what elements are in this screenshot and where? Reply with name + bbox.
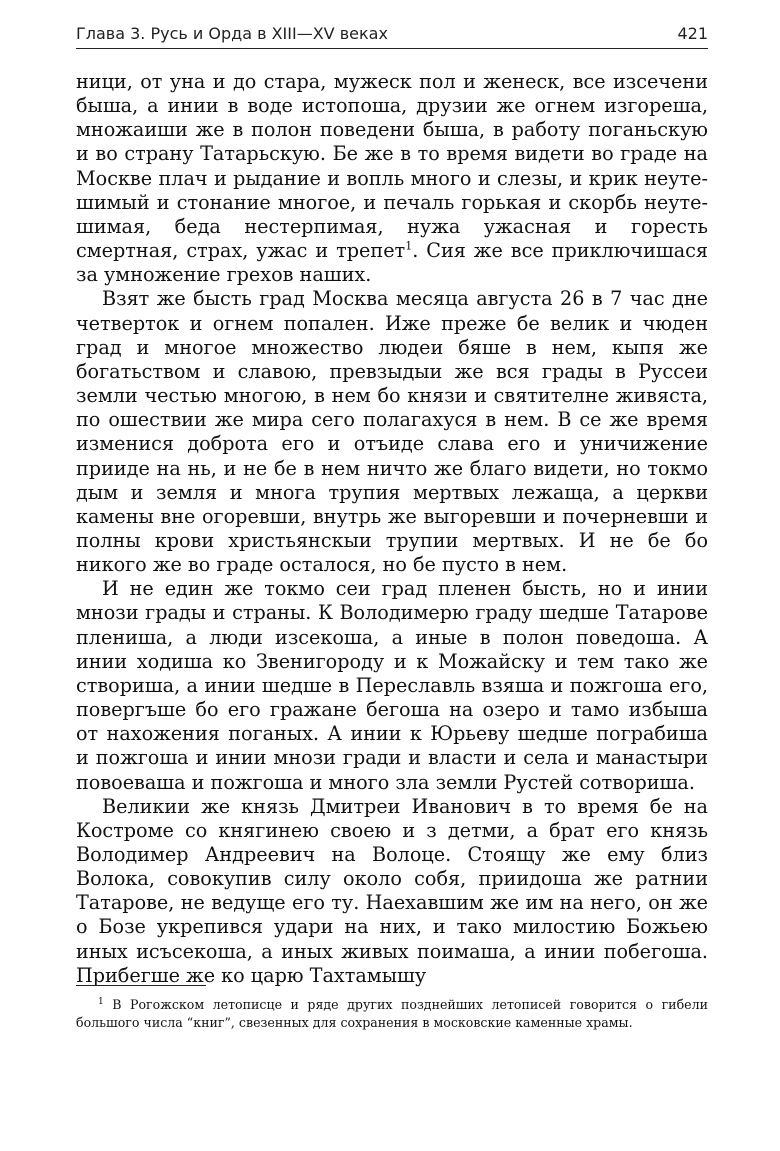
running-header	[76, 20, 708, 49]
footnote-reference[interactable]: 1	[405, 239, 413, 253]
paragraph: Взят же бысть град Москва месяца августа 26 в 7 час дне четверток и огнем попален. Иже преже бе велик и чюден град и многое множество людеи бяше в нем, кыпя же богатьством и славою, превзыдыи же вся грады в Руссеи земли честью многою, в нем бо князи и святителне живяста, по ошествии же мира сего полагахуся в нем. В се же время изменися доброта его и отъиде слава его и уничижение прииде на нь, и не бе в нем ничто же благо видети, но токмо дым и земля и многа трупия мертвых лежаща, а церкви камены вне огоревши, внутрь же выгоревши и почерневши и полны крови христьянскыи трупии мертвых. И не бе бо никого же во граде осталося, но бе пусто в нем.	[76, 287, 708, 577]
paragraph: Великии же князь Дмитреи Иванович в то время бе на Костроме со княгинею своею и з детми, а брат его князь Володимер Андреевич на Волоце. Стоящу же ему близ Волока, совокупив силу около собя, приидоша же ратнии Татарове, не ведуще его ту. Наехавшим же им на него, он же о Бозе укрепився удари на них, и тако милостию Божьею иных исъсекоша, а иных живых поимаша, а инии побегоша. Прибегше же ко царю Тахтамышу	[76, 794, 708, 987]
paragraph-text: . Сия же все приключишася за умножение грехов наших.	[76, 239, 709, 287]
page-number: 421	[677, 24, 708, 43]
paragraph-text: ници, от уна и до стара, мужеск пол и женеск, все изсечени быша, а инии в воде истопоша, друзии же огнем изгореша, множаиши же в полон поведени быша, в работу поганьскую и во страну Татарьскую. Бе же в то время видети во граде на Москве плач и рыдание и вопль много и слезы, и крик неутешимый и стонание многое, и печаль горькая и скорбь неутешимая, беда нестерпимая, нужа ужасная и горесть смертная, страх, ужас и трепет	[76, 70, 708, 263]
footnote-divider	[76, 985, 206, 986]
footnote-number: 1	[98, 996, 104, 1007]
footnote-text: В Рогожском летописце и ряде других позднейших летописей говорится о гибели большого числа “книг”, свезенных для сохранения в московские каменные храмы.	[76, 997, 708, 1030]
footnote	[76, 996, 708, 1032]
paragraph: И не един же токмо сеи град пленен бысть, но и инии мнози грады и страны. К Володимерю граду шедше Татарове плениша, а люди изсекоша, а иные в полон поведоша. А инии ходиша ко Звенигороду и к Можайску и тем тако же створиша, а инии шедше в Переславль взяша и пожгоша его, повергъше бо его гражане бегоша на озеро и тамо избыша от нахожения поганых. А инии к Юрьеву шедше пограбиша и пожгоша и инии мнози гради и власти и села и манастыри повоеваша и пожгоша и много зла земли Рустей сотвориша.	[76, 577, 708, 794]
main-text	[76, 70, 708, 988]
paragraph	[76, 70, 708, 287]
chapter-title: Глава 3. Русь и Орда в XIII—XV веках	[76, 24, 388, 43]
